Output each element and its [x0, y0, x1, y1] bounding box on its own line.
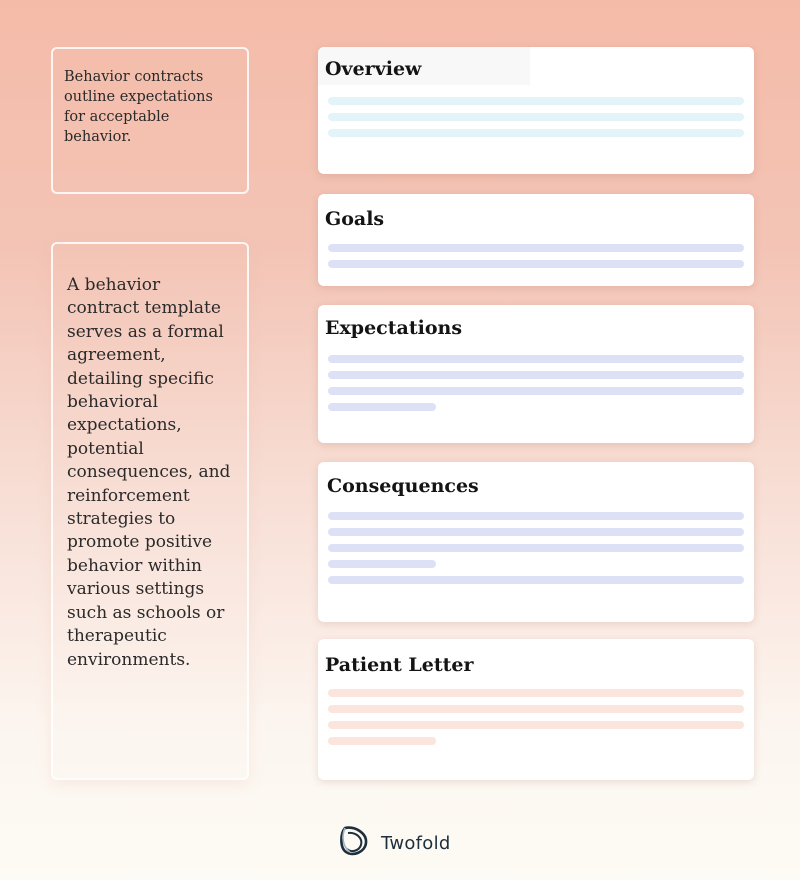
expectations-placeholder-line — [328, 355, 744, 363]
goals-card — [318, 194, 754, 286]
brand — [339, 826, 451, 860]
consequences-placeholder-line — [328, 544, 744, 552]
summary-note-text: Behavior contracts outline expectations for acceptable behavior. — [64, 69, 213, 145]
overview-card — [318, 47, 754, 174]
brand-name: Twofold — [381, 832, 451, 854]
consequences-placeholder-line — [328, 560, 436, 568]
description-note-text: A behavior contract template serves as a formal agreement, detailing specific behavioral expectations, potential consequences, and reinforcement strategies to promote positive behavior within various settings such as schools or therapeutic environments. — [67, 275, 231, 670]
consequences-placeholder-line — [328, 576, 744, 584]
overview-placeholder-line — [328, 113, 744, 121]
expectations-placeholder-line — [328, 403, 436, 411]
description-note — [51, 242, 249, 780]
consequences-card — [318, 462, 754, 622]
consequences-placeholder-line — [328, 512, 744, 520]
patient-letter-placeholder-line — [328, 737, 436, 745]
expectations-placeholder-line — [328, 387, 744, 395]
patient-letter-card — [318, 639, 754, 780]
overview-placeholder-line — [328, 97, 744, 105]
consequences-title: Consequences — [327, 475, 479, 497]
expectations-title: Expectations — [325, 317, 463, 339]
patient-letter-title: Patient Letter — [325, 654, 474, 676]
twofold-logo-icon — [339, 825, 369, 861]
consequences-placeholder-line — [328, 528, 744, 536]
expectations-card — [318, 305, 754, 443]
patient-letter-placeholder-line — [328, 721, 744, 729]
summary-note — [51, 47, 249, 194]
expectations-placeholder-line — [328, 371, 744, 379]
patient-letter-placeholder-line — [328, 689, 744, 697]
patient-letter-placeholder-line — [328, 705, 744, 713]
goals-placeholder-line — [328, 260, 744, 268]
overview-placeholder-line — [328, 129, 744, 137]
overview-title: Overview — [325, 58, 422, 80]
goals-placeholder-line — [328, 244, 744, 252]
goals-title: Goals — [325, 208, 385, 230]
